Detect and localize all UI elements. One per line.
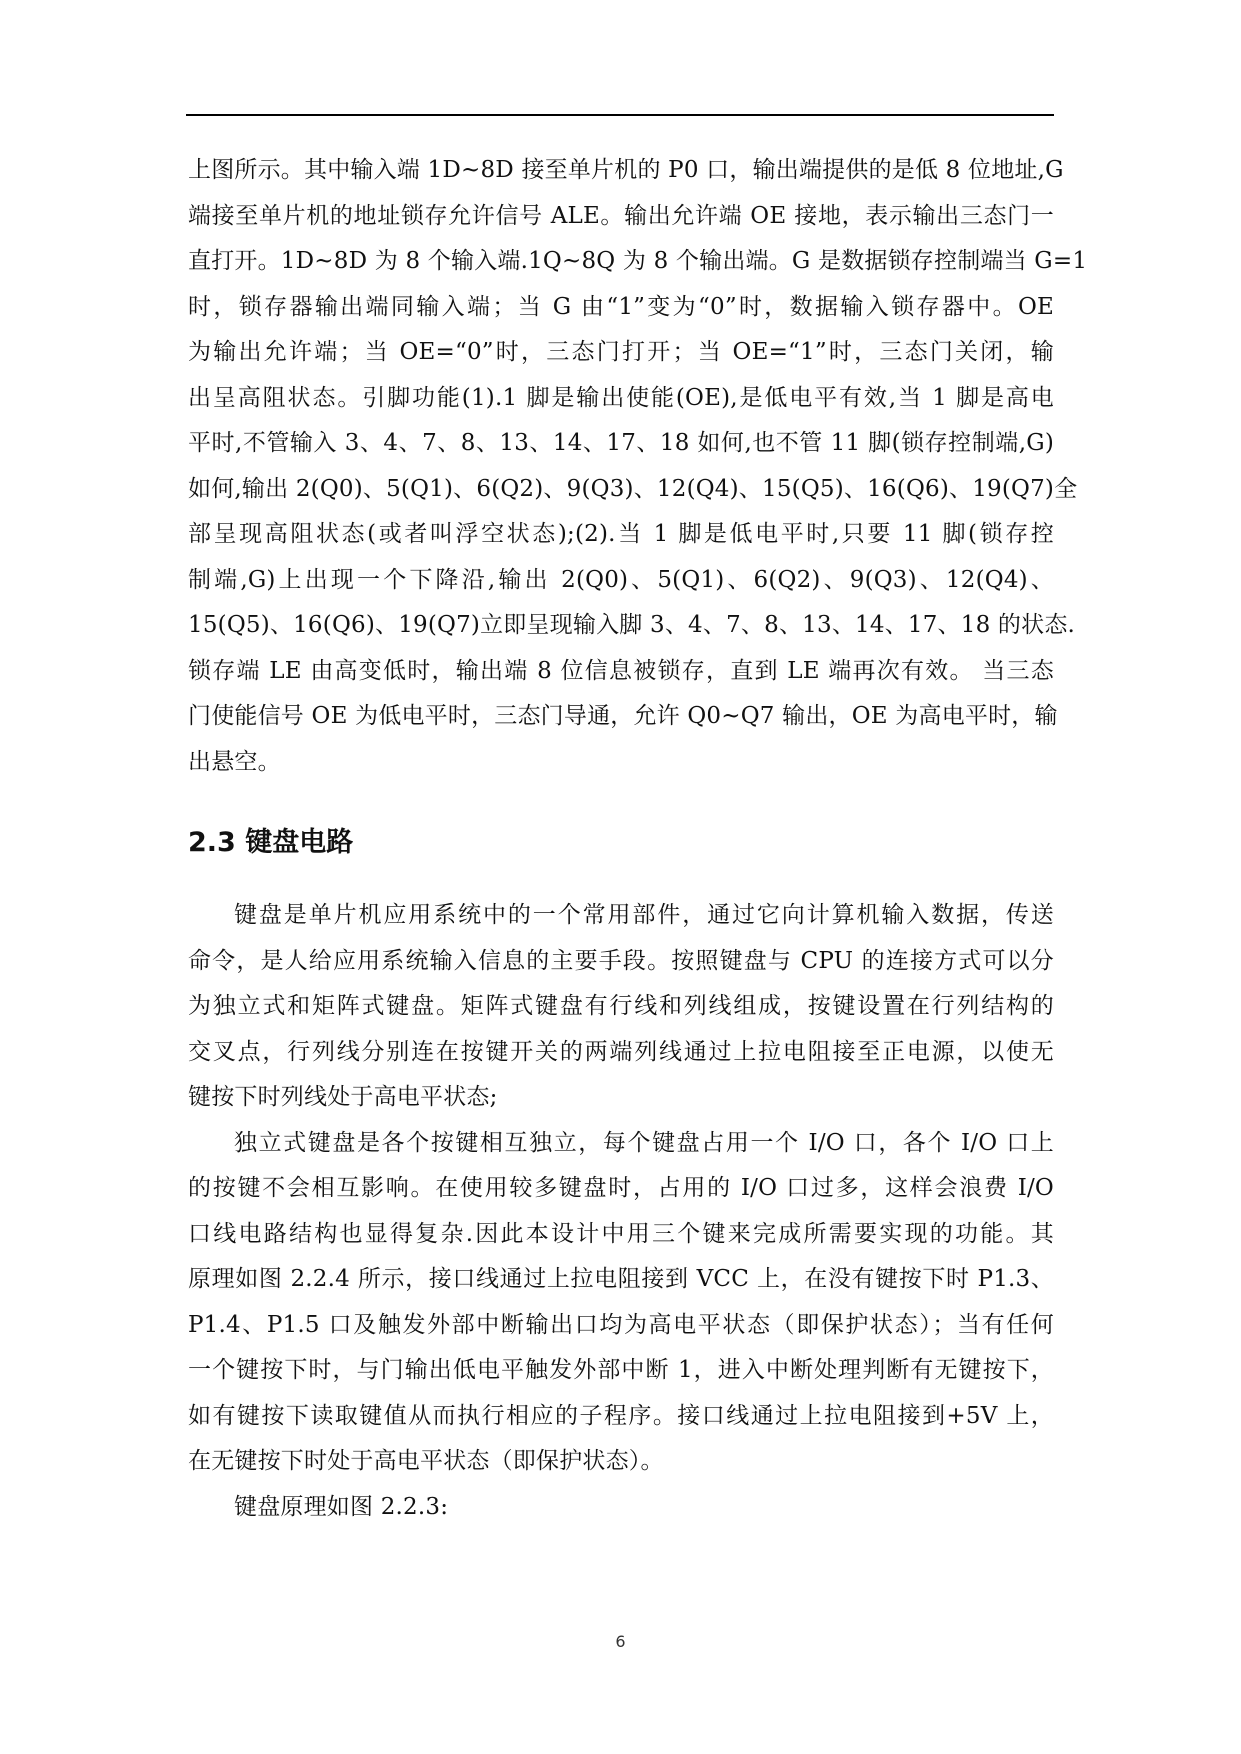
- text-line: 为输出允许端；当 OE=“0”时，三态门打开；当 OE=“1”时，三态门关闭，输: [188, 339, 1054, 365]
- paragraph-keyboard-intro: [188, 893, 1054, 1121]
- text-line: 为独立式和矩阵式键盘。矩阵式键盘有行线和列线组成，按键设置在行列结构的: [188, 993, 1054, 1019]
- text-line: 直打开。1D~8D 为 8 个输入端.1Q~8Q 为 8 个输出端。G 是数据锁存控制端当 G=1: [188, 248, 1088, 274]
- text-line: 出悬空。: [188, 748, 281, 775]
- text-line: P1.4、P1.5 口及触发外部中断输出口均为高电平状态（即保护状态）；当有任何: [188, 1311, 1054, 1338]
- paragraph-keyboard-figure-ref: [188, 1485, 1054, 1531]
- text-line: 端接至单片机的地址锁存允许信号 ALE。输出允许端 OE 接地，表示输出三态门一: [188, 202, 1054, 229]
- text-line: 键按下时列线处于高电平状态;: [188, 1084, 498, 1110]
- text-line: 平时,不管输入 3、4、7、8、13、14、17、18 如何,也不管 11 脚(锁存控制端,G): [188, 430, 1054, 456]
- text-line: 上图所示。其中输入端 1D~8D 接至单片机的 P0 口，输出端提供的是低 8 位地址,G: [188, 157, 1064, 183]
- text-line: 独立式键盘是各个按键相互独立，每个键盘占用一个 I/O 口，各个 I/O 口上: [234, 1129, 1054, 1156]
- text-line: 键盘是单片机应用系统中的一个常用部件，通过它向计算机输入数据，传送: [234, 902, 1054, 928]
- paragraph-latch-description: [188, 148, 1088, 785]
- text-line: 出呈高阻状态。引脚功能(1).1 脚是输出使能(OE),是低电平有效,当 1 脚是高电: [188, 384, 1054, 411]
- section-heading: 2.3 键盘电路: [188, 827, 354, 858]
- text-line: 部呈现高阻状态(或者叫浮空状态);(2).当 1 脚是低电平时,只要 11 脚(锁存控: [188, 521, 1054, 547]
- text-line: 的按键不会相互影响。在使用较多键盘时，占用的 I/O 口过多，这样会浪费 I/O: [188, 1175, 1054, 1201]
- text-line: 原理如图 2.2.4 所示，接口线通过上拉电阻接到 VCC 上，在没有键按下时 P1.3、: [188, 1266, 1054, 1292]
- text-line: 键盘原理如图 2.2.3:: [234, 1493, 449, 1520]
- text-line: 如有键按下读取键值从而执行相应的子程序。接口线通过上拉电阻接到+5V 上，: [188, 1402, 1054, 1429]
- text-line: 交叉点，行列线分别连在按键开关的两端列线通过上拉电阻接至正电源，以使无: [188, 1038, 1054, 1065]
- text-line: 命令，是人给应用系统输入信息的主要手段。按照键盘与 CPU 的连接方式可以分: [188, 947, 1054, 974]
- text-line: 在无键按下时处于高电平状态（即保护状态）。: [188, 1448, 664, 1474]
- text-line: 一个键按下时，与门输出低电平触发外部中断 1，进入中断处理判断有无键按下，: [188, 1357, 1054, 1383]
- page-body: [188, 148, 1088, 1530]
- paragraph-independent-keyboard: [188, 1121, 1054, 1485]
- text-line: 如何,输出 2(Q0)、5(Q1)、6(Q2)、9(Q3)、12(Q4)、15(Q5)、16(Q6)、19(Q7)全: [188, 475, 1078, 502]
- text-line: 锁存端 LE 由高变低时，输出端 8 位信息被锁存，直到 LE 端再次有效。 当三态: [188, 657, 1054, 684]
- text-line: 口线电路结构也显得复杂.因此本设计中用三个键来完成所需要实现的功能。其: [188, 1220, 1054, 1247]
- text-line: 制端,G)上出现一个下降沿,输出 2(Q0)、5(Q1)、6(Q2)、9(Q3)、12(Q4)、: [188, 566, 1054, 593]
- page-number: 6: [615, 1632, 626, 1651]
- text-line: 门使能信号 OE 为低电平时，三态门导通，允许 Q0~Q7 输出，OE 为高电平时，输: [188, 703, 1058, 729]
- text-line: 时，锁存器输出端同输入端；当 G 由“1”变为“0”时，数据输入锁存器中。OE: [188, 293, 1054, 320]
- header-rule: [186, 114, 1054, 116]
- text-line: 15(Q5)、16(Q6)、19(Q7)立即呈现输入脚 3、4、7、8、13、14、17、18 的状态.: [188, 612, 1076, 638]
